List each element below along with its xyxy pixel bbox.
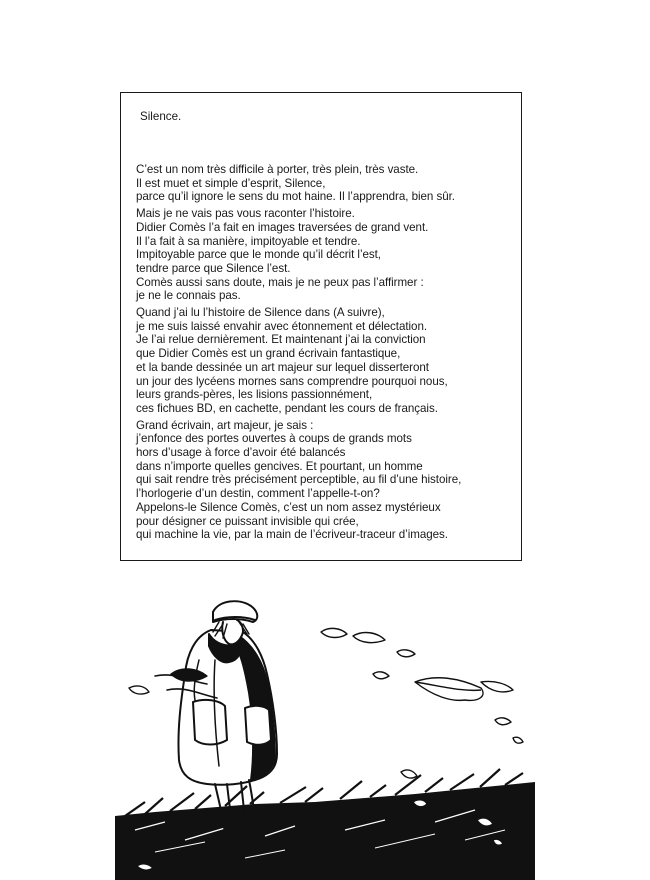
text-line: hors d’usage à force d’avoir été balancés (136, 446, 346, 460)
paragraph-4 (136, 419, 516, 542)
text-line: que Didier Comès est un grand écrivain fantastique, (136, 347, 401, 361)
text-line: Mais je ne vais pas vous raconter l’histoire. (136, 207, 355, 221)
text-line: Il l’a fait à sa manière, impitoyable et tendre. (136, 234, 361, 248)
text-line: Comès aussi sans doute, mais je ne peux pas l’affirmer : (136, 275, 424, 289)
text-line: je me suis laissé envahir avec étonnement et délectation. (136, 319, 428, 333)
leaf-icon (415, 678, 483, 701)
text-line: un jour des lycéens mornes sans comprendre pourquoi nous, (136, 374, 448, 388)
text-line: C’est un nom très difficile à porter, très plein, très vaste. (136, 163, 419, 176)
leaf-icon (495, 718, 511, 725)
text-frame (120, 92, 522, 561)
leaf-icon (353, 633, 385, 643)
ink-illustration (115, 590, 535, 880)
text-line: Je l’ai relue dernièrement. Et maintenant j’ai la conviction (136, 333, 426, 347)
text-line: Grand écrivain, art majeur, je sais : (136, 418, 314, 432)
leaf-icon (397, 650, 415, 657)
leaf-icon (401, 770, 417, 778)
text-line: parce qu’il ignore le sens du mot haine. Il l’apprendra, bien sûr. (136, 190, 455, 204)
text-line: qui sait rendre très précisément perceptible, au fil d’une histoire, (136, 473, 462, 487)
text-line: Didier Comès l’a fait en images traversées de grand vent. (136, 220, 429, 234)
leaf-icon (129, 686, 149, 694)
paragraph-2 (136, 207, 516, 303)
text-line: dans n’importe quelles gencives. Et pourtant, un homme (136, 459, 423, 473)
leaf-icon (481, 681, 513, 691)
leaf-icon (513, 737, 523, 743)
text-line: Il est muet et simple d’esprit, Silence, (136, 176, 326, 190)
text-line: je ne le connais pas. (136, 289, 241, 303)
text-line: Appelons-le Silence Comès, c’est un nom assez mystérieux (136, 500, 441, 514)
text-line: Quand j’ai lu l’histoire de Silence dans (A suivre), (136, 306, 385, 320)
leaf-icon (321, 628, 347, 637)
text-line: et la bande dessinée un art majeur sur lequel disserteront (136, 360, 429, 374)
page-title: Silence. (140, 110, 182, 123)
grass-ground (115, 769, 535, 880)
text-line: tendre parce que Silence l’est. (136, 261, 291, 275)
text-line: pour désigner ce puissant invisible qui crée, (136, 514, 359, 528)
text-line: l’horlogerie d’un destin, comment l’appelle-t-on? (136, 487, 380, 501)
paragraph-1 (136, 163, 516, 204)
text-line: j’enfonce des portes ouvertes à coups de grands mots (136, 432, 412, 446)
text-line: qui machine la vie, par la main de l’écriveur-traceur d’images. (136, 528, 448, 542)
text-line: Impitoyable parce que le monde qu’il décrit l’est, (136, 248, 381, 262)
text-line: ces fichues BD, en cachette, pendant les cours de français. (136, 401, 438, 415)
leaf-icon (373, 672, 389, 679)
paragraph-3 (136, 306, 516, 416)
body-text (136, 163, 516, 545)
text-line: leurs grands-pères, les lisions passionnément, (136, 388, 373, 402)
